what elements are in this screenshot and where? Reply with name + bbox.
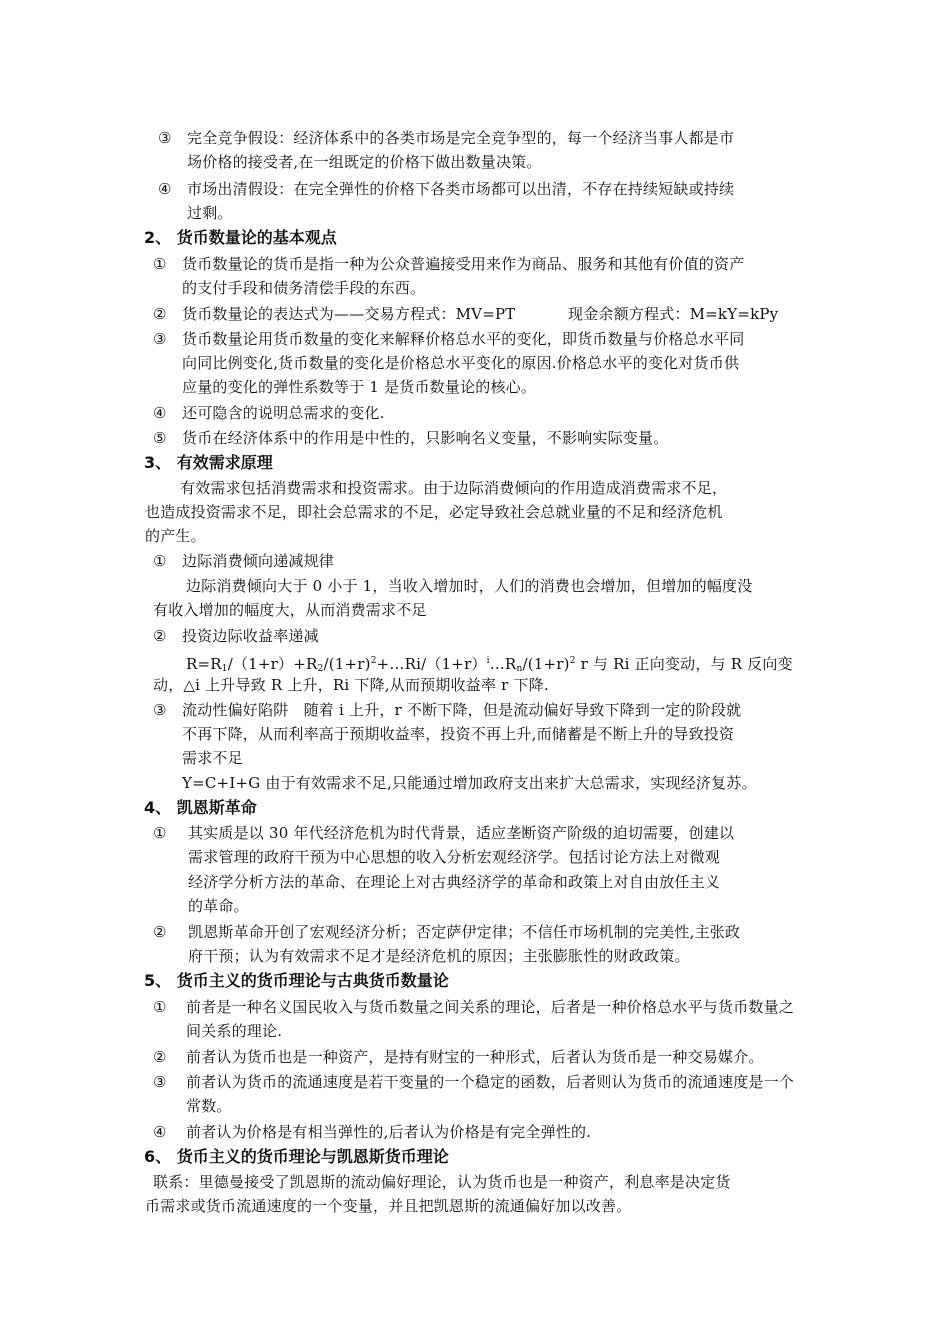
list-item-text: 前者是一种名义国民收入与货币数量之间关系的理论，后者是一种价格总水平与货币数量之: [186, 998, 795, 1016]
list-marker: ③: [153, 1073, 167, 1091]
list-marker: ⑤: [153, 429, 167, 447]
formula-part: /（1+r）+R: [227, 655, 318, 673]
list-item-title: 投资边际收益率递减: [182, 627, 319, 645]
formula-superscript: i: [486, 656, 490, 666]
list-marker: ②: [153, 305, 167, 323]
list-item-text: 货币在经济体系中的作用是中性的，只影响名义变量，不影响实际变量。: [182, 429, 669, 447]
list-item-text: 货币数量论的货币是指一种为公众普遍接受用来作为商品、服务和其他有价值的资产: [182, 255, 745, 273]
formula-part: +…Ri/（1+r）: [376, 655, 487, 673]
list-marker: ③: [153, 330, 167, 348]
paragraph-line: 的产生。: [145, 527, 206, 545]
list-marker: ④: [153, 404, 167, 422]
list-marker: ②: [153, 923, 167, 941]
list-item-text: 其实质是以 30 年代经济危机为时代背景，适应垄断资产阶级的迫切需要，创建以: [188, 824, 735, 842]
list-marker: ①: [153, 255, 167, 273]
list-item-text: 凯恩斯革命开创了宏观经济分析；否定萨伊定律；不信任市场机制的完美性,主张政: [188, 923, 741, 941]
list-item-text: 前者认为货币也是一种资产，是持有财宝的一种形式，后者认为货币是一种交易媒介。: [186, 1048, 764, 1066]
list-item-text: 边际消费倾向大于 0 小于 1，当收入增加时，人们的消费也会增加，但增加的幅度没: [186, 577, 753, 595]
list-item-text: 间关系的理论.: [186, 1022, 283, 1040]
list-item-text: 府干预；认为有效需求不足才是经济危机的原因；主张膨胀性的财政政策。: [188, 947, 690, 965]
section-heading: 3、 有效需求原理: [144, 453, 273, 472]
list-item-text: Y=C+I+G 由于有效需求不足,只能通过增加政府支出来扩大总需求，实现经济复苏。: [182, 774, 757, 792]
list-item-text: 应量的变化的弹性系数等于 1 是货币数量论的核心。: [182, 378, 537, 396]
formula-part: /(1+r): [522, 655, 570, 673]
list-item-text: 前者认为价格是有相当弹性的,后者认为价格是有完全弹性的.: [186, 1123, 592, 1141]
list-item-text: 货币数量论的表达式为——交易方程式：MV=PT: [182, 305, 516, 323]
paragraph-line: 币需求或货币流通速度的一个变量，并且把凯恩斯的流通偏好加以改善。: [145, 1197, 632, 1215]
formula-superscript: 2: [569, 656, 576, 666]
list-item-title: 边际消费倾向递减规律: [182, 552, 335, 570]
list-item-text: 货币数量论用货币数量的变化来解释价格总水平的变化，即货币数量与价格总水平同: [182, 330, 745, 348]
list-item-text: 现金余额方程式：M=kY=kPy: [568, 305, 779, 323]
formula-part: r 与 Ri 正向变动，与 R 反向变: [575, 655, 793, 673]
list-item-text: 向同比例变化,货币数量的变化是价格总水平变化的原因.价格总水平的变化对货币供: [182, 354, 740, 372]
section-heading: 6、 货币主义的货币理论与凯恩斯货币理论: [144, 1147, 449, 1166]
section-heading: 2、 货币数量论的基本观点: [144, 228, 337, 247]
list-item-text: 常数。: [186, 1097, 232, 1115]
formula-subscript: 1: [221, 664, 228, 674]
list-item-text: 前者认为货币的流通速度是若干变量的一个稳定的函数，后者则认为货币的流通速度是一个: [186, 1073, 795, 1091]
list-item-text: 经济学分析方法的革命、在理论上对古典经济学的革命和政策上对自由放任主义: [188, 873, 721, 891]
list-item-text: 不再下降，从而利率高于预期收益率，投资不再上升,而储蓄是不断上升的导致投资: [182, 725, 735, 743]
formula-part: R=R: [186, 655, 222, 673]
list-marker: ①: [153, 824, 167, 842]
formula-superscript: 2: [370, 656, 377, 666]
formula-subscript: n: [516, 664, 523, 674]
list-marker: ④: [153, 1123, 167, 1141]
formula-part: …R: [489, 655, 517, 673]
list-marker: ②: [153, 627, 167, 645]
paragraph-line: 也造成投资需求不足，即社会总需求的不足，必定导致社会总就业量的不足和经济危机: [145, 503, 723, 521]
formula-part: /(1+r): [323, 655, 371, 673]
list-marker: ③: [158, 129, 172, 147]
list-item-text: 流动性偏好陷阱 随着 i 上升，r 不断下降，但是流动偏好导致下降到一定的阶段就: [182, 701, 742, 719]
list-item-text: 过剩。: [187, 204, 233, 222]
list-item-text: 需求管理的政府干预为中心思想的收入分析宏观经济学。包括讨论方法上对微观: [188, 848, 721, 866]
list-marker: ①: [153, 998, 167, 1016]
formula-subscript: 2: [317, 664, 324, 674]
list-item-text: 市场出清假设：在完全弹性的价格下各类市场都可以出清，不存在持续短缺或持续: [187, 180, 735, 198]
list-item-text: 完全竞争假设：经济体系中的各类市场是完全竞争型的，每一个经济当事人都是市: [187, 129, 735, 147]
paragraph-line: 联系：里德曼接受了凯恩斯的流动偏好理论，认为货币也是一种资产，利息率是决定货: [153, 1173, 731, 1191]
list-item-text: 动，△i 上升导致 R 上升，Ri 下降,从而预期收益率 r 下降.: [153, 676, 549, 694]
list-item-text: 有收入增加的幅度大，从而消费需求不足: [153, 601, 427, 619]
list-item-text: 场价格的接受者,在一组既定的价格下做出数量决策。: [187, 153, 542, 171]
list-item-text: 还可隐含的说明总需求的变化.: [182, 404, 385, 422]
list-marker: ③: [153, 701, 167, 719]
section-heading: 5、 货币主义的货币理论与古典货币数量论: [144, 971, 449, 990]
paragraph-line: 有效需求包括消费需求和投资需求。由于边际消费倾向的作用造成消费需求不足，: [180, 479, 728, 497]
section-heading: 4、 凯恩斯革命: [144, 798, 257, 817]
list-item-text: 需求不足: [182, 749, 243, 767]
list-item-text: 的革命。: [188, 897, 249, 915]
list-marker: ①: [153, 552, 167, 570]
list-item-text: 的支付手段和债务清偿手段的东西。: [182, 279, 426, 297]
list-marker: ④: [158, 180, 172, 198]
list-marker: ②: [153, 1048, 167, 1066]
